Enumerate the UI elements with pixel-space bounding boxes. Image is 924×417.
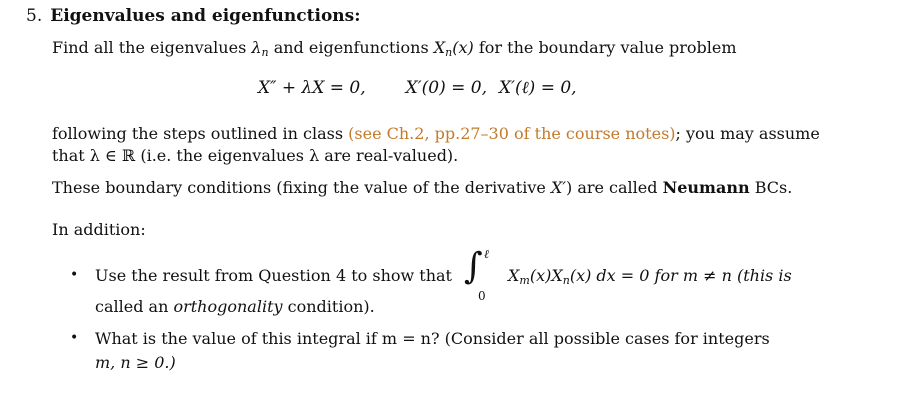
- problem-title: [26, 6, 360, 26]
- bullet-1-line-2: [95, 297, 375, 316]
- in-addition-heading: In addition:: [52, 220, 146, 239]
- line2-prefix: called an: [95, 297, 169, 316]
- real-valued-line: that λ ∈ ℝ (i.e. the eigenvalues λ are real-valued).: [52, 146, 459, 165]
- course-notes-reference: (see Ch.2, pp.27–30 of the course notes): [348, 124, 676, 143]
- line2-suffix: condition).: [287, 297, 375, 316]
- subscript-m: m: [519, 274, 530, 287]
- X-argument: (x): [452, 38, 474, 57]
- problem-number: 5.: [26, 6, 43, 26]
- bullet-2-line-1: What is the value of this integral if m = n? (Consider all possible cases for integers: [95, 329, 770, 348]
- steps-prefix: following the steps outlined in class: [52, 124, 344, 143]
- lambda-symbol: λ: [251, 38, 262, 57]
- steps-suffix: ; you may assume: [675, 124, 820, 143]
- problem-heading: Eigenvalues and eigenfunctions:: [50, 6, 361, 26]
- integrand-X: X: [508, 266, 520, 285]
- ode-equation: X″ + λX = 0,: [258, 78, 366, 98]
- neumann-term: Neumann: [662, 178, 750, 197]
- boundary-value-equation: [258, 78, 577, 98]
- neumann-line: [52, 178, 792, 197]
- integrand-expression: [508, 266, 792, 287]
- bullet-1-text-before: Use the result from Question 4 to show that: [95, 266, 452, 285]
- X-symbol: X: [433, 38, 446, 57]
- boundary-condition-1: X′(0) = 0,: [405, 78, 487, 98]
- boundary-condition-2: X′(ℓ) = 0,: [498, 78, 577, 98]
- subscript-n: n: [562, 274, 570, 287]
- neumann-prefix: These boundary conditions (fixing the value of the derivative: [52, 178, 546, 197]
- bullet-2-marker: •: [70, 330, 79, 346]
- lambda-subscript: n: [261, 46, 269, 59]
- bullet-1-marker: •: [70, 267, 79, 283]
- steps-line: [52, 124, 820, 143]
- integrand-tail: (x) dx = 0 for m ≠ n (this is: [569, 266, 792, 285]
- integrand-mid: (x)X: [529, 266, 563, 285]
- orthogonality-term: orthogonality: [173, 297, 283, 316]
- intro-line: [52, 38, 737, 59]
- derivative-symbol: X′: [550, 178, 566, 197]
- bullet-2-line-2: m, n ≥ 0.): [95, 353, 176, 372]
- intro-middle: and eigenfunctions: [273, 38, 429, 57]
- integral-sign-icon: ∫: [464, 246, 483, 287]
- neumann-suffix: BCs.: [754, 178, 793, 197]
- intro-prefix: Find all the eigenvalues: [52, 38, 247, 57]
- intro-suffix: for the boundary value problem: [478, 38, 737, 57]
- integral-lower-limit: 0: [478, 289, 486, 303]
- X-subscript: n: [445, 46, 453, 59]
- neumann-middle: ) are called: [565, 178, 658, 197]
- integral-upper-limit: ℓ: [484, 247, 489, 261]
